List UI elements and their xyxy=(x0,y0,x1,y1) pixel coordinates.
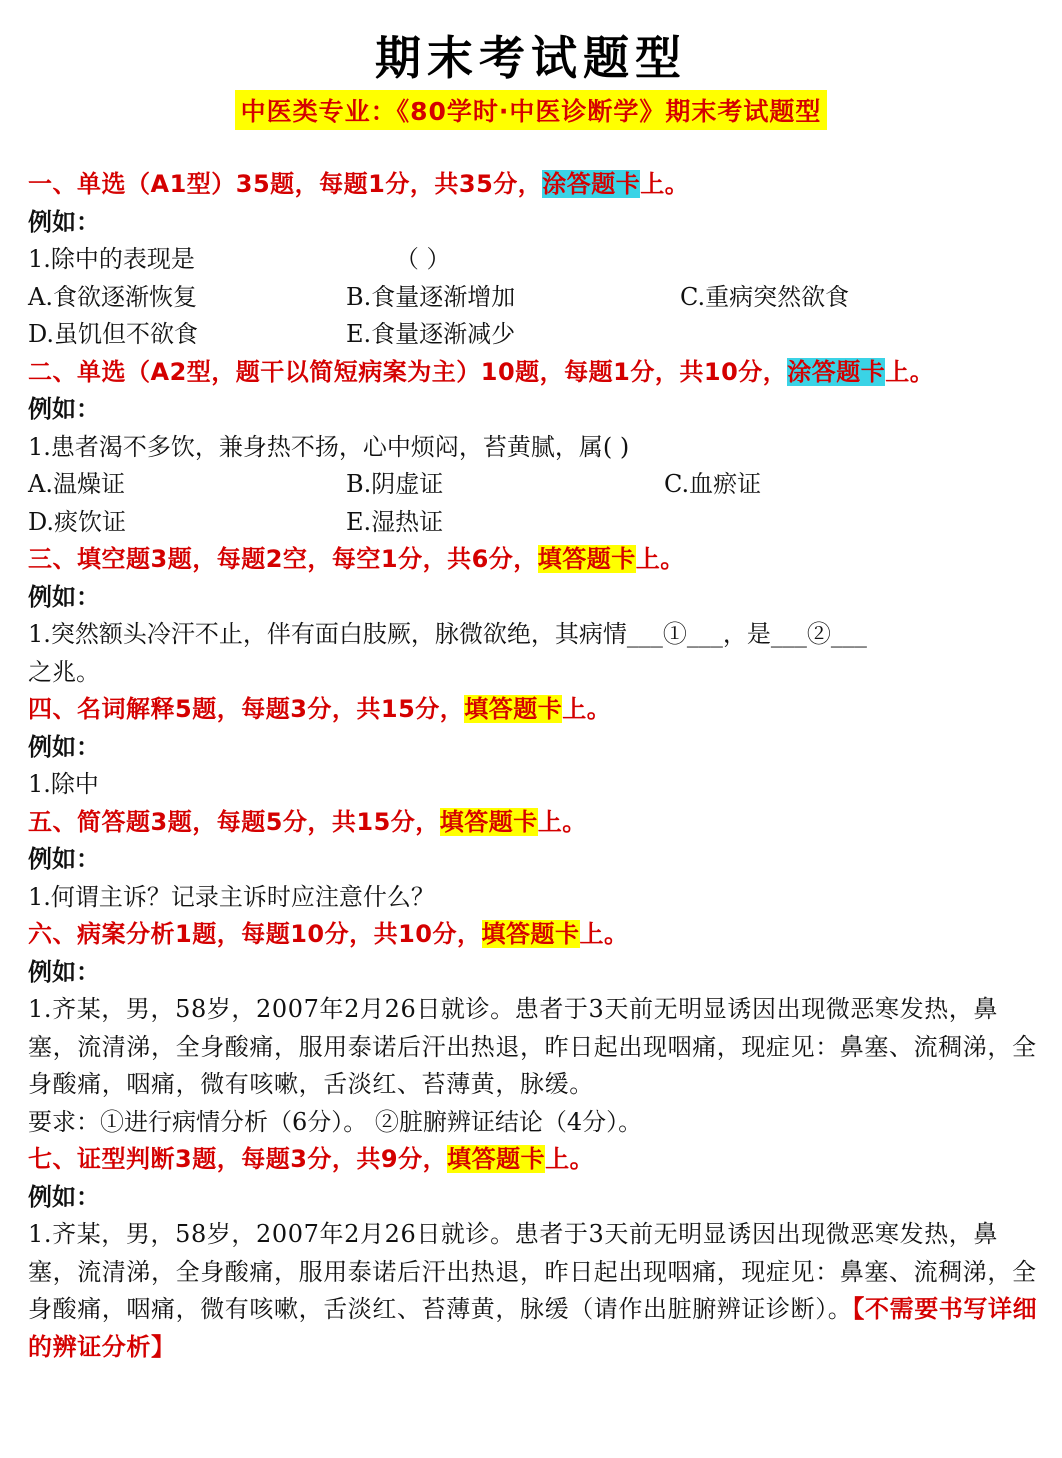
section-1-highlight: 涂答题卡 xyxy=(542,170,641,198)
section-3-heading-tail: 上。 xyxy=(635,545,685,573)
section-1-example-label: 例如： xyxy=(28,207,100,236)
section-6-requirement: 要求：①进行病情分析（6分）。 ②脏腑辨证结论（4分）。 xyxy=(28,1107,643,1136)
section-1-option-b: B.食量逐渐增加 xyxy=(346,282,516,311)
section-3-question-line-2: 之兆。 xyxy=(28,657,100,686)
content xyxy=(28,166,1038,1366)
section-2-highlight-b: 卡 xyxy=(860,357,886,386)
section-6-example-label: 例如： xyxy=(28,957,100,986)
section-4-question: 1.除中 xyxy=(28,770,99,798)
section-3-heading-text: 三、填空题3题，每题2空，每空1分，共6分， xyxy=(28,545,538,573)
section-5-heading-tail: 上。 xyxy=(537,807,587,836)
section-7-example-label: 例如： xyxy=(28,1182,100,1211)
section-4-heading-text: 四、名词解释5题，每题3分，共15分， xyxy=(28,695,465,723)
section-1-option-d: D.虽饥但不欲食 xyxy=(28,320,199,348)
section-2-heading-tail: 上。 xyxy=(885,357,935,386)
section-2-option-b: B.阴虚证 xyxy=(346,470,444,498)
section-6-heading xyxy=(28,916,1038,954)
section-1-question xyxy=(28,241,1038,279)
page-subtitle: 中医类专业：《80学时·中医诊断学》期末考试题型 xyxy=(235,90,828,130)
section-5-highlight: 填答题卡 xyxy=(439,807,538,836)
section-4-highlight: 填答题卡 xyxy=(464,695,563,723)
section-6-heading-text: 六、病案分析1题，每题10分，共10分， xyxy=(28,920,482,948)
section-1-question-blank: （ ） xyxy=(394,245,451,273)
section-2-option-c: C.血瘀证 xyxy=(664,470,762,498)
section-2-options-row-2 xyxy=(28,504,1038,542)
section-1-option-c: C.重病突然欲食 xyxy=(680,282,850,311)
section-7-case-text xyxy=(28,1216,1038,1366)
section-6-highlight: 填答题卡 xyxy=(481,920,580,948)
section-4-example-label: 例如： xyxy=(28,732,100,761)
section-7-heading-tail: 上。 xyxy=(545,1145,595,1173)
section-7-question: 1.齐某，男，58岁，2007年2月26日就诊。患者于3天前无明显诱因出现微恶寒发热，鼻塞，流清涕，全身酸痛，服用泰诺后汗出热退，昨日起出现咽痛，现症见：鼻塞、流稠涕，全身酸痛，咽痛，微有咳嗽，舌淡红、苔薄黄，脉缓（请作出脏腑辨证诊断）。 xyxy=(28,1220,1037,1323)
section-3-highlight: 填答题卡 xyxy=(537,545,636,573)
section-2-option-d: D.痰饮证 xyxy=(28,507,127,536)
section-4-heading-tail: 上。 xyxy=(562,695,612,723)
section-2-option-e: E.湿热证 xyxy=(346,507,444,536)
section-3-heading xyxy=(28,541,1038,579)
section-2-highlight-a: 涂答题 xyxy=(787,357,861,386)
section-5-example-label: 例如： xyxy=(28,845,100,873)
section-1-option-a: A.食欲逐渐恢复 xyxy=(28,282,197,311)
section-7-note: 【不需要书写详细的辨证分析】 xyxy=(28,1295,1038,1361)
section-1-heading-text: 一、单选（A1型）35题，每题1分，共35分， xyxy=(28,170,543,198)
page-title: 期末考试题型 xyxy=(375,31,687,85)
section-3-question-line-1: 1.突然额头冷汗不止，伴有面白肢厥，脉微欲绝，其病情___①___，是___②___ xyxy=(28,620,867,648)
section-1-heading-tail: 上。 xyxy=(640,170,690,198)
section-1-options-row-2 xyxy=(28,316,1038,354)
section-5-heading-text: 五、简答题3题，每题5分，共15分， xyxy=(28,807,440,836)
section-7-heading-text: 七、证型判断3题，每题3分，共9分， xyxy=(28,1145,448,1173)
section-5-heading xyxy=(28,804,1038,842)
section-5-question: 1.何谓主诉？记录主诉时应注意什么？ xyxy=(28,882,435,911)
section-1-options-row-1 xyxy=(28,279,1038,317)
section-2-option-a: A.温燥证 xyxy=(28,470,125,498)
section-1-heading xyxy=(28,166,1038,204)
section-2-heading xyxy=(28,354,1038,392)
section-3-example-label: 例如： xyxy=(28,582,100,611)
section-2-question: 1.患者渴不多饮，兼身热不扬，心中烦闷，苔黄腻，属( ) xyxy=(28,432,630,461)
section-6-heading-tail: 上。 xyxy=(579,920,629,948)
section-7-heading xyxy=(28,1141,1038,1179)
section-2-heading-text: 二、单选（A2型，题干以简短病案为主）10题，每题1分，共10分， xyxy=(28,357,788,386)
subtitle-wrap xyxy=(0,90,1062,130)
section-2-example-label: 例如： xyxy=(28,395,100,423)
section-4-heading xyxy=(28,691,1038,729)
section-1-option-e: E.食量逐渐减少 xyxy=(346,320,516,348)
section-7-highlight: 填答题卡 xyxy=(447,1145,546,1173)
section-6-case-text: 1.齐某，男，58岁，2007年2月26日就诊。患者于3天前无明显诱因出现微恶寒发热，鼻塞，流清涕，全身酸痛，服用泰诺后汗出热退，昨日起出现咽痛，现症见：鼻塞、流稠涕，全身酸痛，咽痛，微有咳嗽，舌淡红、苔薄黄，脉缓。 xyxy=(28,995,1037,1098)
section-2-options-row-1 xyxy=(28,466,1038,504)
section-1-question-text: 1.除中的表现是 xyxy=(28,245,195,273)
